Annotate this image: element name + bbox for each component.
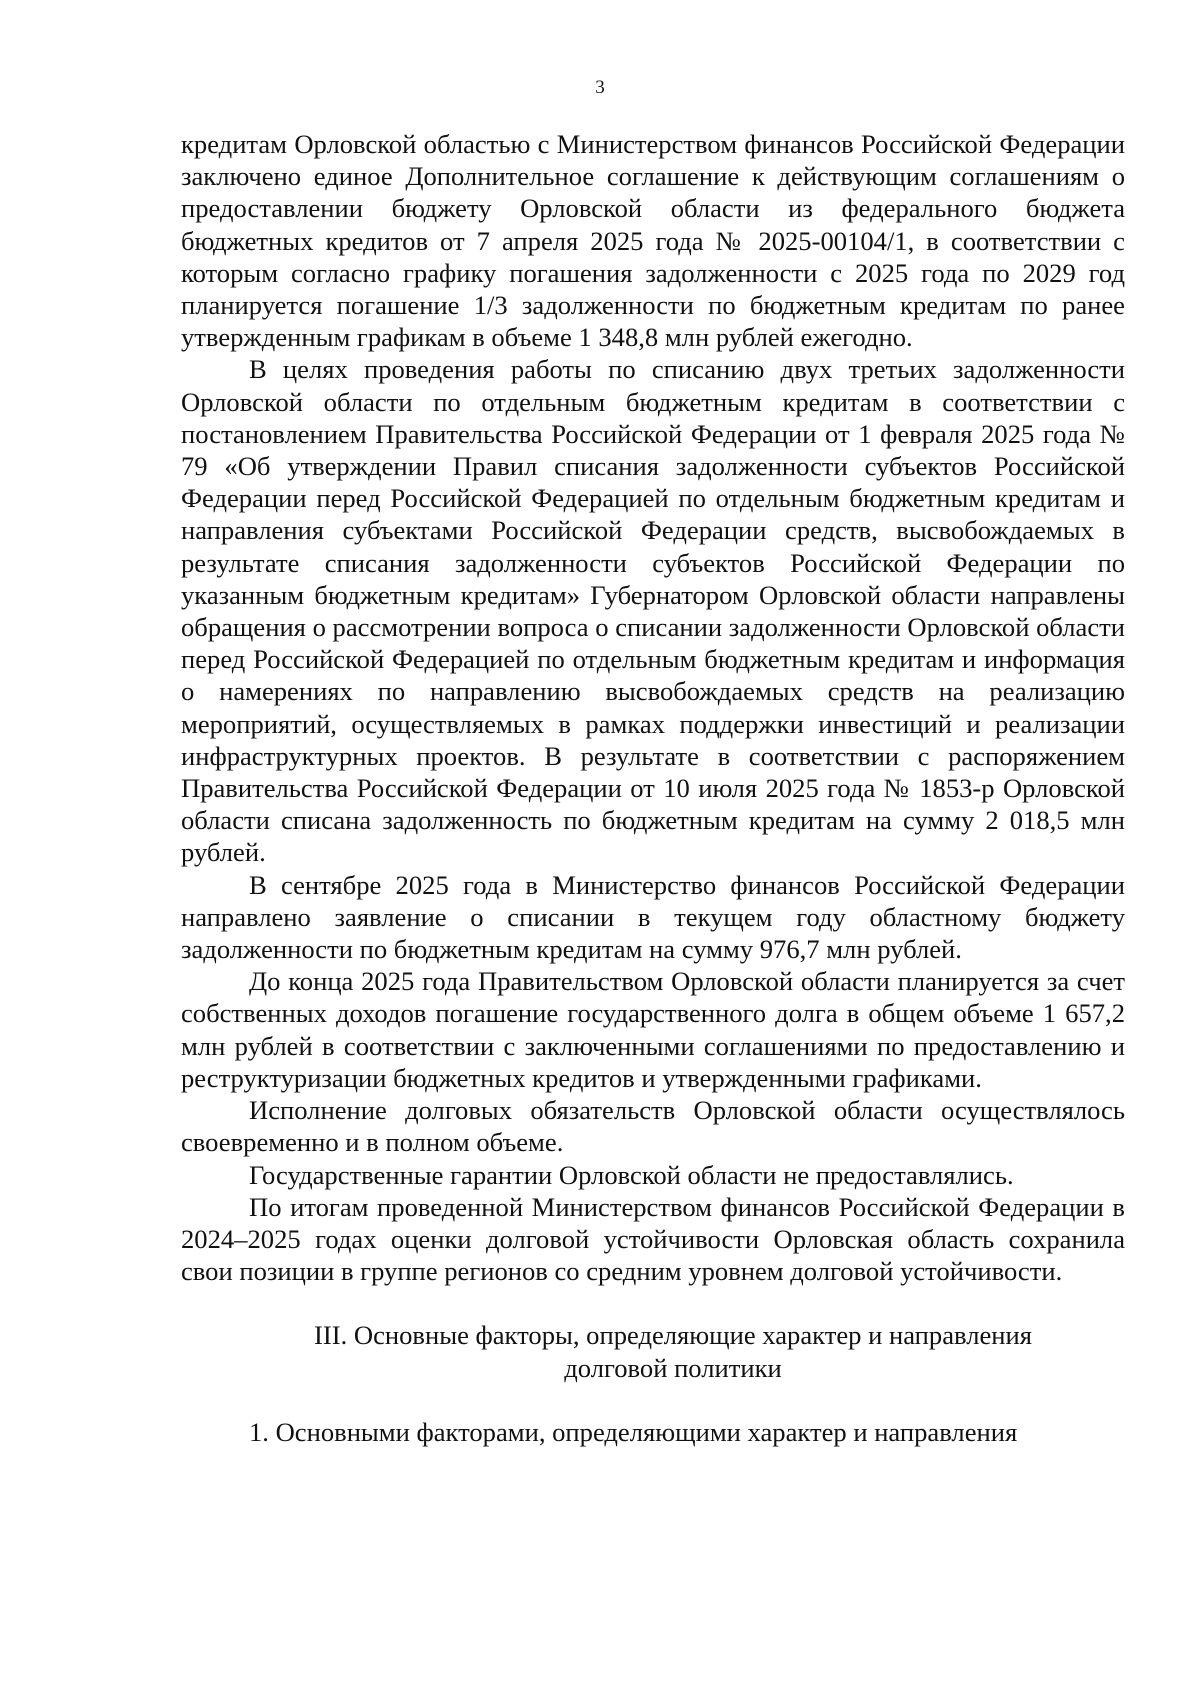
section-spacer bbox=[181, 1287, 1125, 1319]
section-heading-line-2: долговой политики bbox=[564, 1352, 782, 1383]
page-number: 3 bbox=[595, 77, 605, 98]
section-spacer-after bbox=[181, 1384, 1125, 1416]
paragraph-state-guarantees: Государственные гарантии Орловской области не предоставлялись. bbox=[249, 1159, 1014, 1190]
paragraph-obligations-execution: Исполнение долговых обязательств Орловской области осуществлялось своевременно и в полном объеме. bbox=[181, 1095, 1125, 1158]
section-heading-line-1: III. Основные факторы, определяющие характер и направления bbox=[314, 1320, 1032, 1351]
paragraph-debt-write-off: В целях проведения работы по списанию двух третьих задолженности Орловской области по отдельным бюджетным кредитам в соответствии с постановлением Правительства Российской Федерации от 1 февраля 2025 года № 79 «Об утверждении Правил списания задолженности субъектов Российской Федерации перед Российской Федерацией по отдельным бюджетным кредитам и направления субъектами Российской Федерации средств, высвобождаемых в результате списания задолженности субъектов Российской Федерации по указанным бюджетным кредитам» Губернатором Орловской области направлены обращения о рассмотрении вопроса о списании задолженности Орловской области перед Российской Федерацией по отдельным бюджетным кредитам и информация о намерениях по направлению высвобождаемых средств на реализацию мероприятий, осуществляемых в рамках поддержки инвестиций и реализации инфраструктурных проектов. В результате в соответствии с распоряжением Правительства Российской Федерации от 10 июля 2025 года № 1853-р Орловской области списана задолженность по бюджетным кредитам на сумму 2 018,5 млн рублей. bbox=[181, 354, 1125, 868]
paragraph-main-factors: 1. Основными факторами, определяющими характер и направления bbox=[249, 1416, 1018, 1447]
paragraph-debt-sustainability: По итогам проведенной Министерством финансов Российской Федерации в 2024–2025 годах оценки долговой устойчивости Орловская область сохранила свои позиции в группе регионов со средним уровнем долговой устойчивости. bbox=[181, 1191, 1125, 1287]
section-heading bbox=[181, 1319, 1125, 1383]
paragraph-repayment-plan: До конца 2025 года Правительством Орловской области планируется за счет собственных доходов погашение государственного долга в общем объеме 1 657,2 млн рублей в соответствии с заключенными соглашениями по предоставлению и реструктуризации бюджетных кредитов и утвержденными графиками. bbox=[181, 966, 1125, 1093]
paragraph-loan-agreement: кредитам Орловской областью с Министерством финансов Российской Федерации заключено единое Дополнительное соглашение к действующим соглашениям о предоставлении бюджету Орловской области из федерального бюджета бюджетных кредитов от 7 апреля 2025 года № 2025-00104/1, в соответствии с которым согласно графику погашения задолженности с 2025 года по 2029 год планируется погашение 1/3 задолженности по бюджетным кредитам по ранее утвержденным графикам в объеме 1 348,8 млн рублей ежегодно. bbox=[181, 129, 1125, 353]
paragraph-september-application: В сентябре 2025 года в Министерство финансов Российской Федерации направлено заявление о списании в текущем году областному бюджету задолженности по бюджетным кредитам на сумму 976,7 млн рублей. bbox=[181, 869, 1125, 965]
document-body bbox=[181, 128, 1125, 1448]
